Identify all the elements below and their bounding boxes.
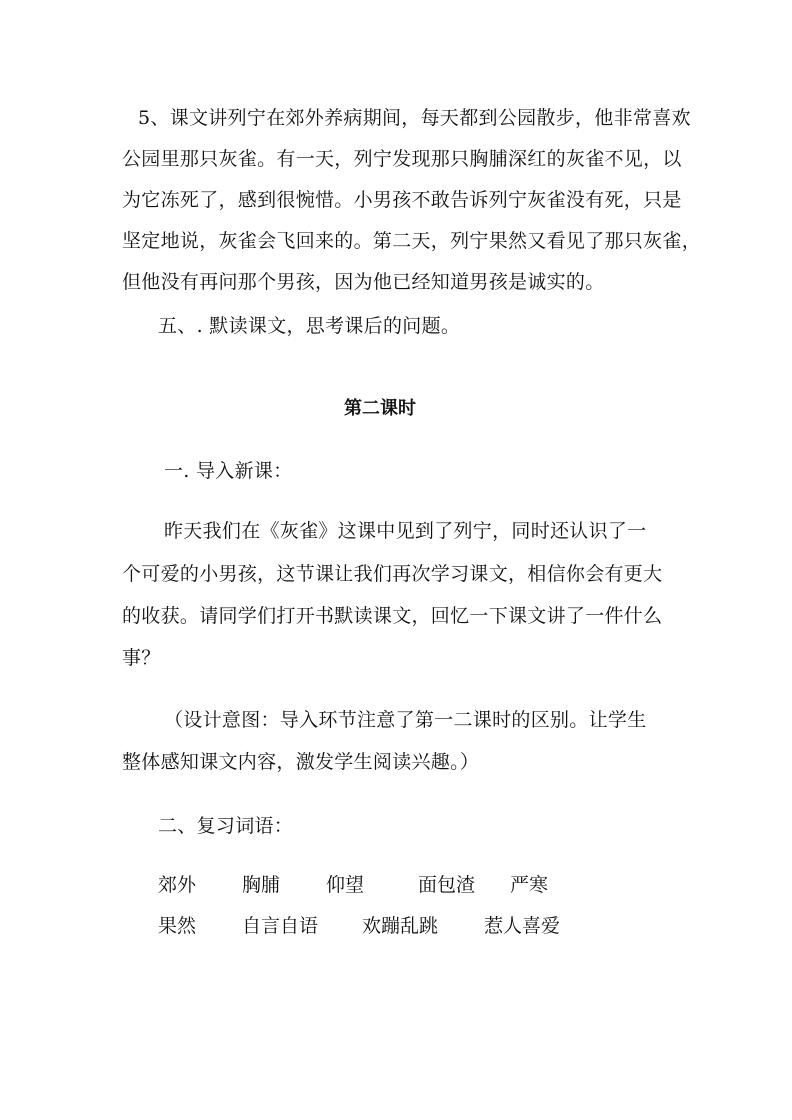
- vocab-word: 郊外: [158, 874, 197, 896]
- vocab-word: 严寒: [510, 874, 549, 896]
- design-note-line-1: （设计意图：导入环节注意了第一二课时的区别。让学生: [164, 709, 647, 731]
- vocab-word: 面包渣: [418, 874, 476, 896]
- paragraph-5-line-1: 5、课文讲列宁在郊外养病期间，每天都到公园散步，他非常喜欢: [138, 107, 691, 129]
- paragraph-5-line-3: 为它冻死了，感到很惋惜。小男孩不敢告诉列宁灰雀没有死，只是: [122, 189, 682, 211]
- vocab-word: 胸脯: [242, 874, 281, 896]
- vocab-word: 惹人喜爱: [484, 915, 561, 937]
- paragraph-5-line-5: 但他没有再问那个男孩，因为他已经知道男孩是诚实的。: [122, 271, 605, 293]
- section-5-instruction: 五、. 默读课文，思考课后的问题。: [158, 315, 461, 337]
- vocab-word: 欢蹦乱跳: [362, 915, 439, 937]
- section-1-heading: 一. 导入新课：: [164, 460, 293, 482]
- vocab-word: 自言自语: [242, 915, 319, 937]
- design-note-line-2: 整体感知课文内容，激发学生阅读兴趣。）: [122, 751, 480, 773]
- paragraph-5-line-4: 坚定地说，灰雀会飞回来的。第二天，列宁果然又看见了那只灰雀，: [122, 230, 702, 252]
- intro-line-2: 个可爱的小男孩，这节课让我们再次学习课文，相信你会有更大: [122, 563, 663, 585]
- lesson-title: 第二课时: [344, 398, 416, 419]
- vocab-word: 仰望: [326, 874, 365, 896]
- intro-line-4: 事？: [122, 647, 161, 669]
- intro-line-3: 的收获。请同学们打开书默读课文，回忆一下课文讲了一件什么: [122, 605, 663, 627]
- intro-line-1: 昨天我们在《灰雀》这课中见到了列宁，同时还认识了一: [164, 520, 647, 542]
- paragraph-5-line-2: 公园里那只灰雀。有一天，列宁发现那只胸脯深红的灰雀不见，以: [122, 148, 682, 170]
- section-2-heading: 二、复习词语：: [158, 815, 294, 837]
- vocab-word: 果然: [158, 915, 197, 937]
